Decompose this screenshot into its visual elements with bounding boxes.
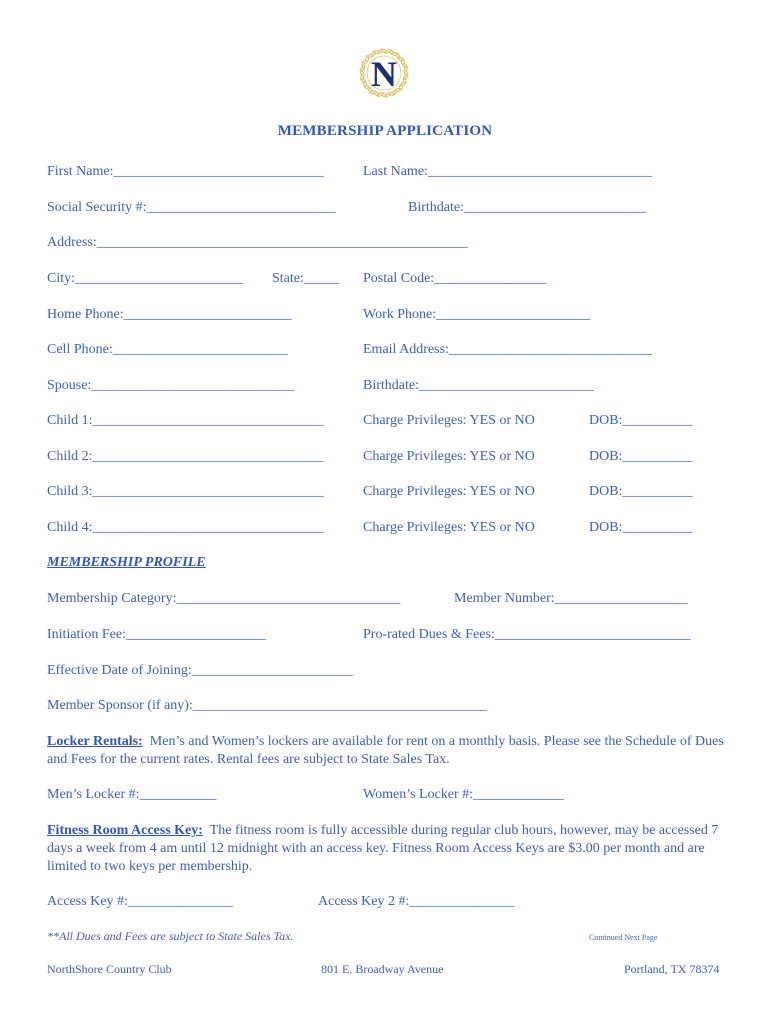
child-2-dob-field[interactable]: DOB:__________ — [589, 449, 693, 464]
work-phone-field[interactable]: Work Phone:______________________ — [363, 307, 591, 322]
birthdate-field[interactable]: Birthdate:__________________________ — [408, 200, 646, 215]
last-name-field[interactable]: Last Name:________________________________ — [363, 164, 652, 179]
access-key-2-field[interactable]: Access Key 2 #:_______________ — [318, 894, 515, 909]
initiation-fee-field[interactable]: Initiation Fee:____________________ — [47, 627, 266, 642]
womens-locker-field[interactable]: Women’s Locker #:_____________ — [363, 787, 565, 802]
child-1-dob-field[interactable]: DOB:__________ — [589, 413, 693, 428]
prorated-dues-field[interactable]: Pro-rated Dues & Fees:____________________________ — [363, 627, 691, 642]
member-sponsor-field[interactable]: Member Sponsor (if any):__________________________________________ — [47, 698, 487, 713]
child-2-charge-privileges[interactable]: Charge Privileges: YES or NO — [363, 449, 535, 464]
effective-date-field[interactable]: Effective Date of Joining:_______________________ — [47, 663, 353, 678]
fitness-access-heading: Fitness Room Access Key: — [47, 823, 203, 838]
fitness-access-paragraph — [47, 822, 727, 876]
child-3-dob-field[interactable]: DOB:__________ — [589, 484, 693, 499]
fitness-access-text: The fitness room is fully accessible during regular club hours, however, may be accessed 7 days a week from 4 am until 12 midnight with an access key. Fitness Room Access Keys are $3.00 per month and are limited to two keys per membership. — [47, 823, 719, 874]
postal-code-field[interactable]: Postal Code:________________ — [363, 271, 547, 286]
access-key-1-field[interactable]: Access Key #:_______________ — [47, 894, 233, 909]
member-number-field[interactable]: Member Number:___________________ — [454, 591, 688, 606]
mens-locker-field[interactable]: Men’s Locker #:___________ — [47, 787, 217, 802]
first-name-field[interactable]: First Name:______________________________ — [47, 164, 324, 179]
state-field[interactable]: State:_____ — [272, 271, 339, 286]
child-1-field[interactable]: Child 1:_________________________________ — [47, 413, 324, 428]
cell-phone-field[interactable]: Cell Phone:_________________________ — [47, 342, 288, 357]
spouse-birthdate-field[interactable]: Birthdate:_________________________ — [363, 378, 594, 393]
city-field[interactable]: City:________________________ — [47, 271, 244, 286]
child-4-charge-privileges[interactable]: Charge Privileges: YES or NO — [363, 520, 535, 535]
continued-next-page: Continued Next Page — [589, 933, 658, 942]
footer-city: Portland, TX 78374 — [624, 962, 720, 976]
membership-profile-heading: MEMBERSHIP PROFILE — [47, 555, 206, 570]
ssn-field[interactable]: Social Security #:___________________________ — [47, 200, 336, 215]
child-4-dob-field[interactable]: DOB:__________ — [589, 520, 693, 535]
spouse-field[interactable]: Spouse:_____________________________ — [47, 378, 295, 393]
locker-rentals-paragraph — [47, 733, 727, 769]
page-title: MEMBERSHIP APPLICATION — [277, 123, 493, 139]
footer-club-name: NorthShore Country Club — [47, 962, 172, 976]
locker-rentals-text: Men’s and Women’s lockers are available for rent on a monthly basis. Please see the Schedule of Dues and Fees for the current rates. Rental fees are subject to State Sales Tax. — [47, 734, 724, 767]
address-field[interactable]: Address:_____________________________________________________ — [47, 235, 468, 250]
child-4-field[interactable]: Child 4:_________________________________ — [47, 520, 324, 535]
child-2-field[interactable]: Child 2:_________________________________ — [47, 449, 324, 464]
child-3-field[interactable]: Child 3:_________________________________ — [47, 484, 324, 499]
email-field[interactable]: Email Address:_____________________________ — [363, 342, 652, 357]
logo-letter: N — [371, 54, 397, 94]
child-3-charge-privileges[interactable]: Charge Privileges: YES or NO — [363, 484, 535, 499]
footer-address: 801 E. Broadway Avenue — [321, 962, 444, 976]
locker-rentals-heading: Locker Rentals: — [47, 734, 143, 749]
club-logo — [356, 44, 412, 102]
sales-tax-note: **All Dues and Fees are subject to State Sales Tax. — [47, 929, 294, 943]
child-1-charge-privileges[interactable]: Charge Privileges: YES or NO — [363, 413, 535, 428]
membership-category-field[interactable]: Membership Category:________________________________ — [47, 591, 401, 606]
home-phone-field[interactable]: Home Phone:________________________ — [47, 307, 292, 322]
